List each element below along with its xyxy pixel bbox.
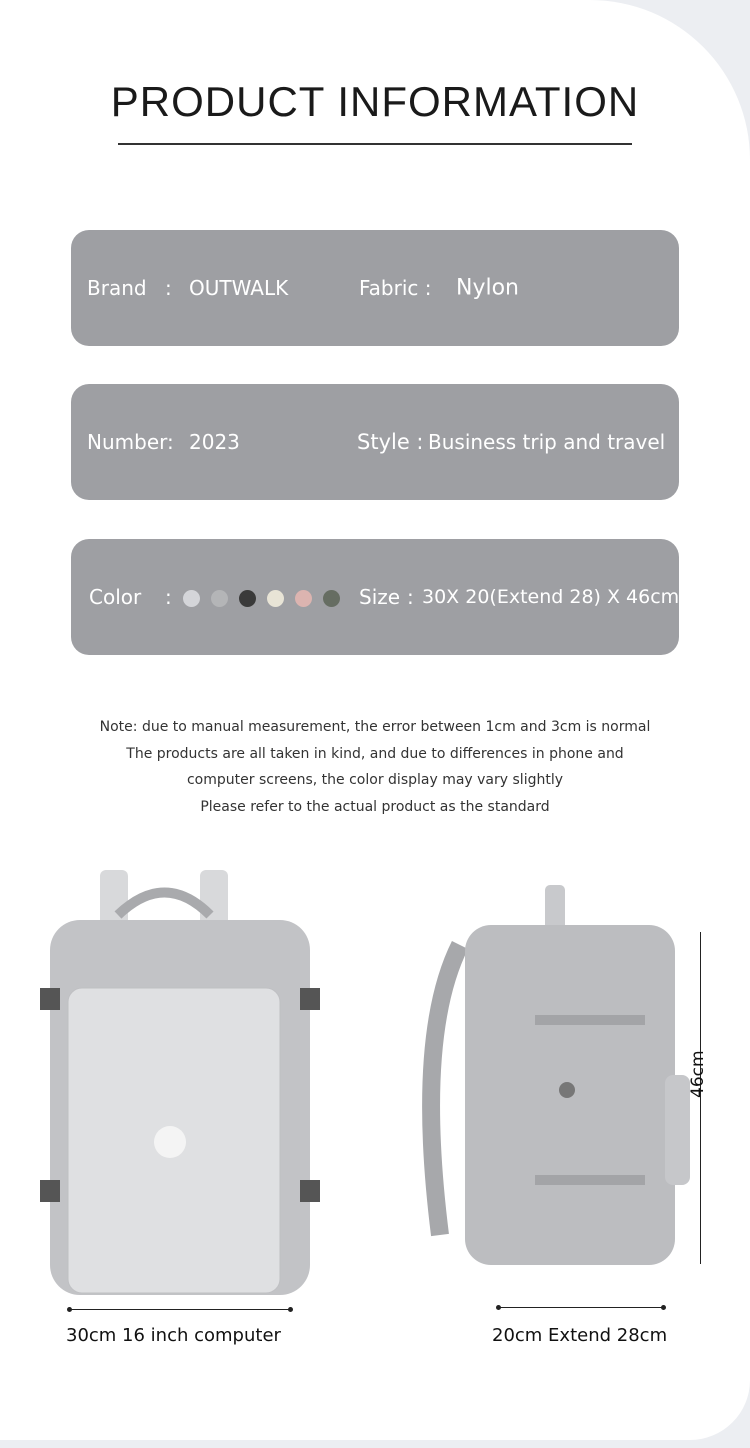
info-row-color <box>71 539 679 655</box>
width-measure-line <box>69 1309 291 1310</box>
page-title: PRODUCT INFORMATION <box>110 78 640 125</box>
info-row-number <box>71 384 679 500</box>
info-row-brand <box>71 230 679 346</box>
number-value: 2023 <box>189 430 240 454</box>
title-divider <box>118 143 632 145</box>
brand-label: Brand <box>87 276 147 300</box>
size-label: Size <box>359 585 401 609</box>
note-line: Note: due to manual measurement, the error between 1cm and 3cm is normal <box>99 719 651 735</box>
color-sep: : <box>165 585 172 609</box>
size-sep: : <box>407 585 414 609</box>
color-swatches <box>183 585 351 609</box>
measurement-note <box>0 714 750 820</box>
color-swatch <box>239 590 256 607</box>
note-line: The products are all taken in kind, and due to differences in phone and <box>126 745 624 762</box>
height-caption: 46cm <box>688 1050 708 1098</box>
brand-sep: : <box>165 276 172 300</box>
depth-measure-line <box>498 1307 664 1308</box>
fabric-label: Fabric : <box>359 276 432 300</box>
brand-value: OUTWALK <box>189 276 289 300</box>
front-caption: 30cm 16 inch computer <box>66 1325 281 1346</box>
side-caption: 20cm Extend 28cm <box>492 1325 668 1346</box>
backpack-front-image <box>30 870 330 1300</box>
color-swatch <box>295 590 312 607</box>
color-swatch <box>323 590 340 607</box>
style-label: Style : <box>357 430 424 454</box>
fabric-value: Nylon <box>456 275 519 301</box>
note-line: Please refer to the actual product as the standard <box>200 798 550 815</box>
style-value: Business trip and travel <box>428 430 666 454</box>
note-line: computer screens, the color display may vary slightly <box>186 772 564 788</box>
height-measure-line <box>700 932 701 1264</box>
color-swatch <box>211 590 228 607</box>
color-swatch <box>267 590 284 607</box>
color-swatch <box>183 590 200 607</box>
size-value: 30X 20(Extend 28) X 46cm <box>422 586 680 608</box>
number-label: Number: <box>87 430 174 454</box>
color-label: Color <box>89 585 142 609</box>
backpack-side-image <box>395 885 695 1275</box>
